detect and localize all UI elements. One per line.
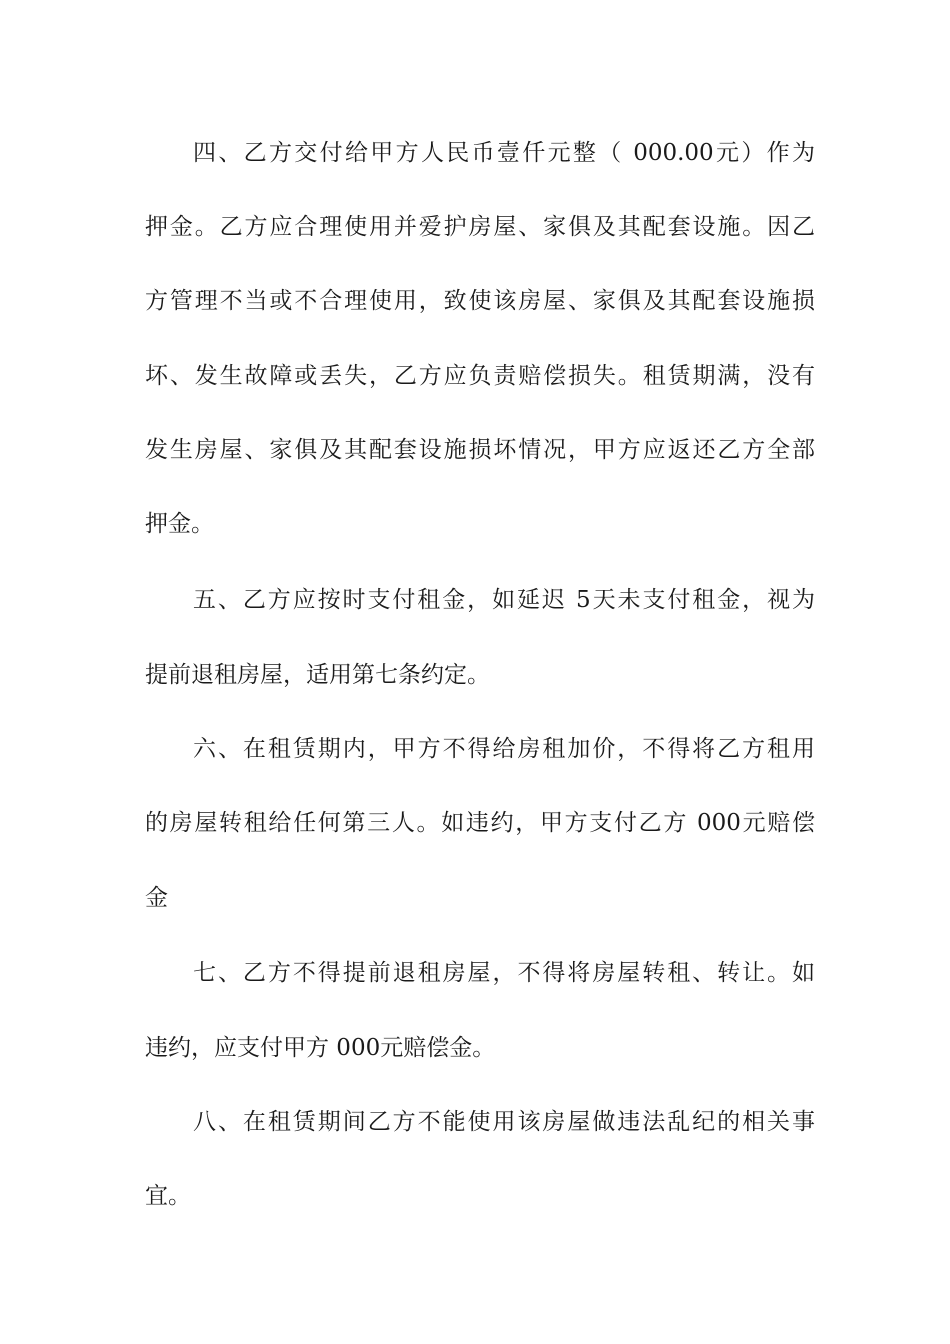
clause-6-line-1: 六、在租赁期内，甲方不得给房租加价，不得将乙方租用 [193, 736, 815, 762]
clause-8-line-1: 八、在租赁期间乙方不能使用该房屋做违法乱纪的相关事 [193, 1109, 815, 1135]
clause-8-line-2: 宜。 [145, 1183, 191, 1209]
clause-4-line-2: 押金。乙方应合理使用并爱护房屋、家俱及其配套设施。因乙 [145, 214, 815, 240]
clause-7-line-1: 七、乙方不得提前退租房屋，不得将房屋转租、转让。如 [193, 960, 815, 986]
clause-4-line-4: 坏、发生故障或丢失，乙方应负责赔偿损失。租赁期满，没有 [145, 363, 815, 389]
clause-6-line-3: 金 [145, 885, 168, 911]
clause-5-line-1: 五、乙方应按时支付租金，如延迟 5天未支付租金，视为 [193, 587, 815, 613]
clause-7-line-2: 违约，应支付甲方 000元赔偿金。 [145, 1035, 496, 1061]
clause-5-line-2: 提前退租房屋，适用第七条约定。 [145, 662, 490, 688]
clause-4-line-5: 发生房屋、家俱及其配套设施损坏情况，甲方应返还乙方全部 [145, 437, 815, 463]
clause-4-line-6: 押金。 [145, 511, 214, 537]
clause-4-line-1: 四、乙方交付给甲方人民币壹仟元整（ 000.00元）作为 [193, 140, 815, 166]
clause-6-line-2: 的房屋转租给任何第三人。如违约，甲方支付乙方 000元赔偿 [145, 810, 815, 836]
clause-4-line-3: 方管理不当或不合理使用，致使该房屋、家俱及其配套设施损 [145, 288, 815, 314]
